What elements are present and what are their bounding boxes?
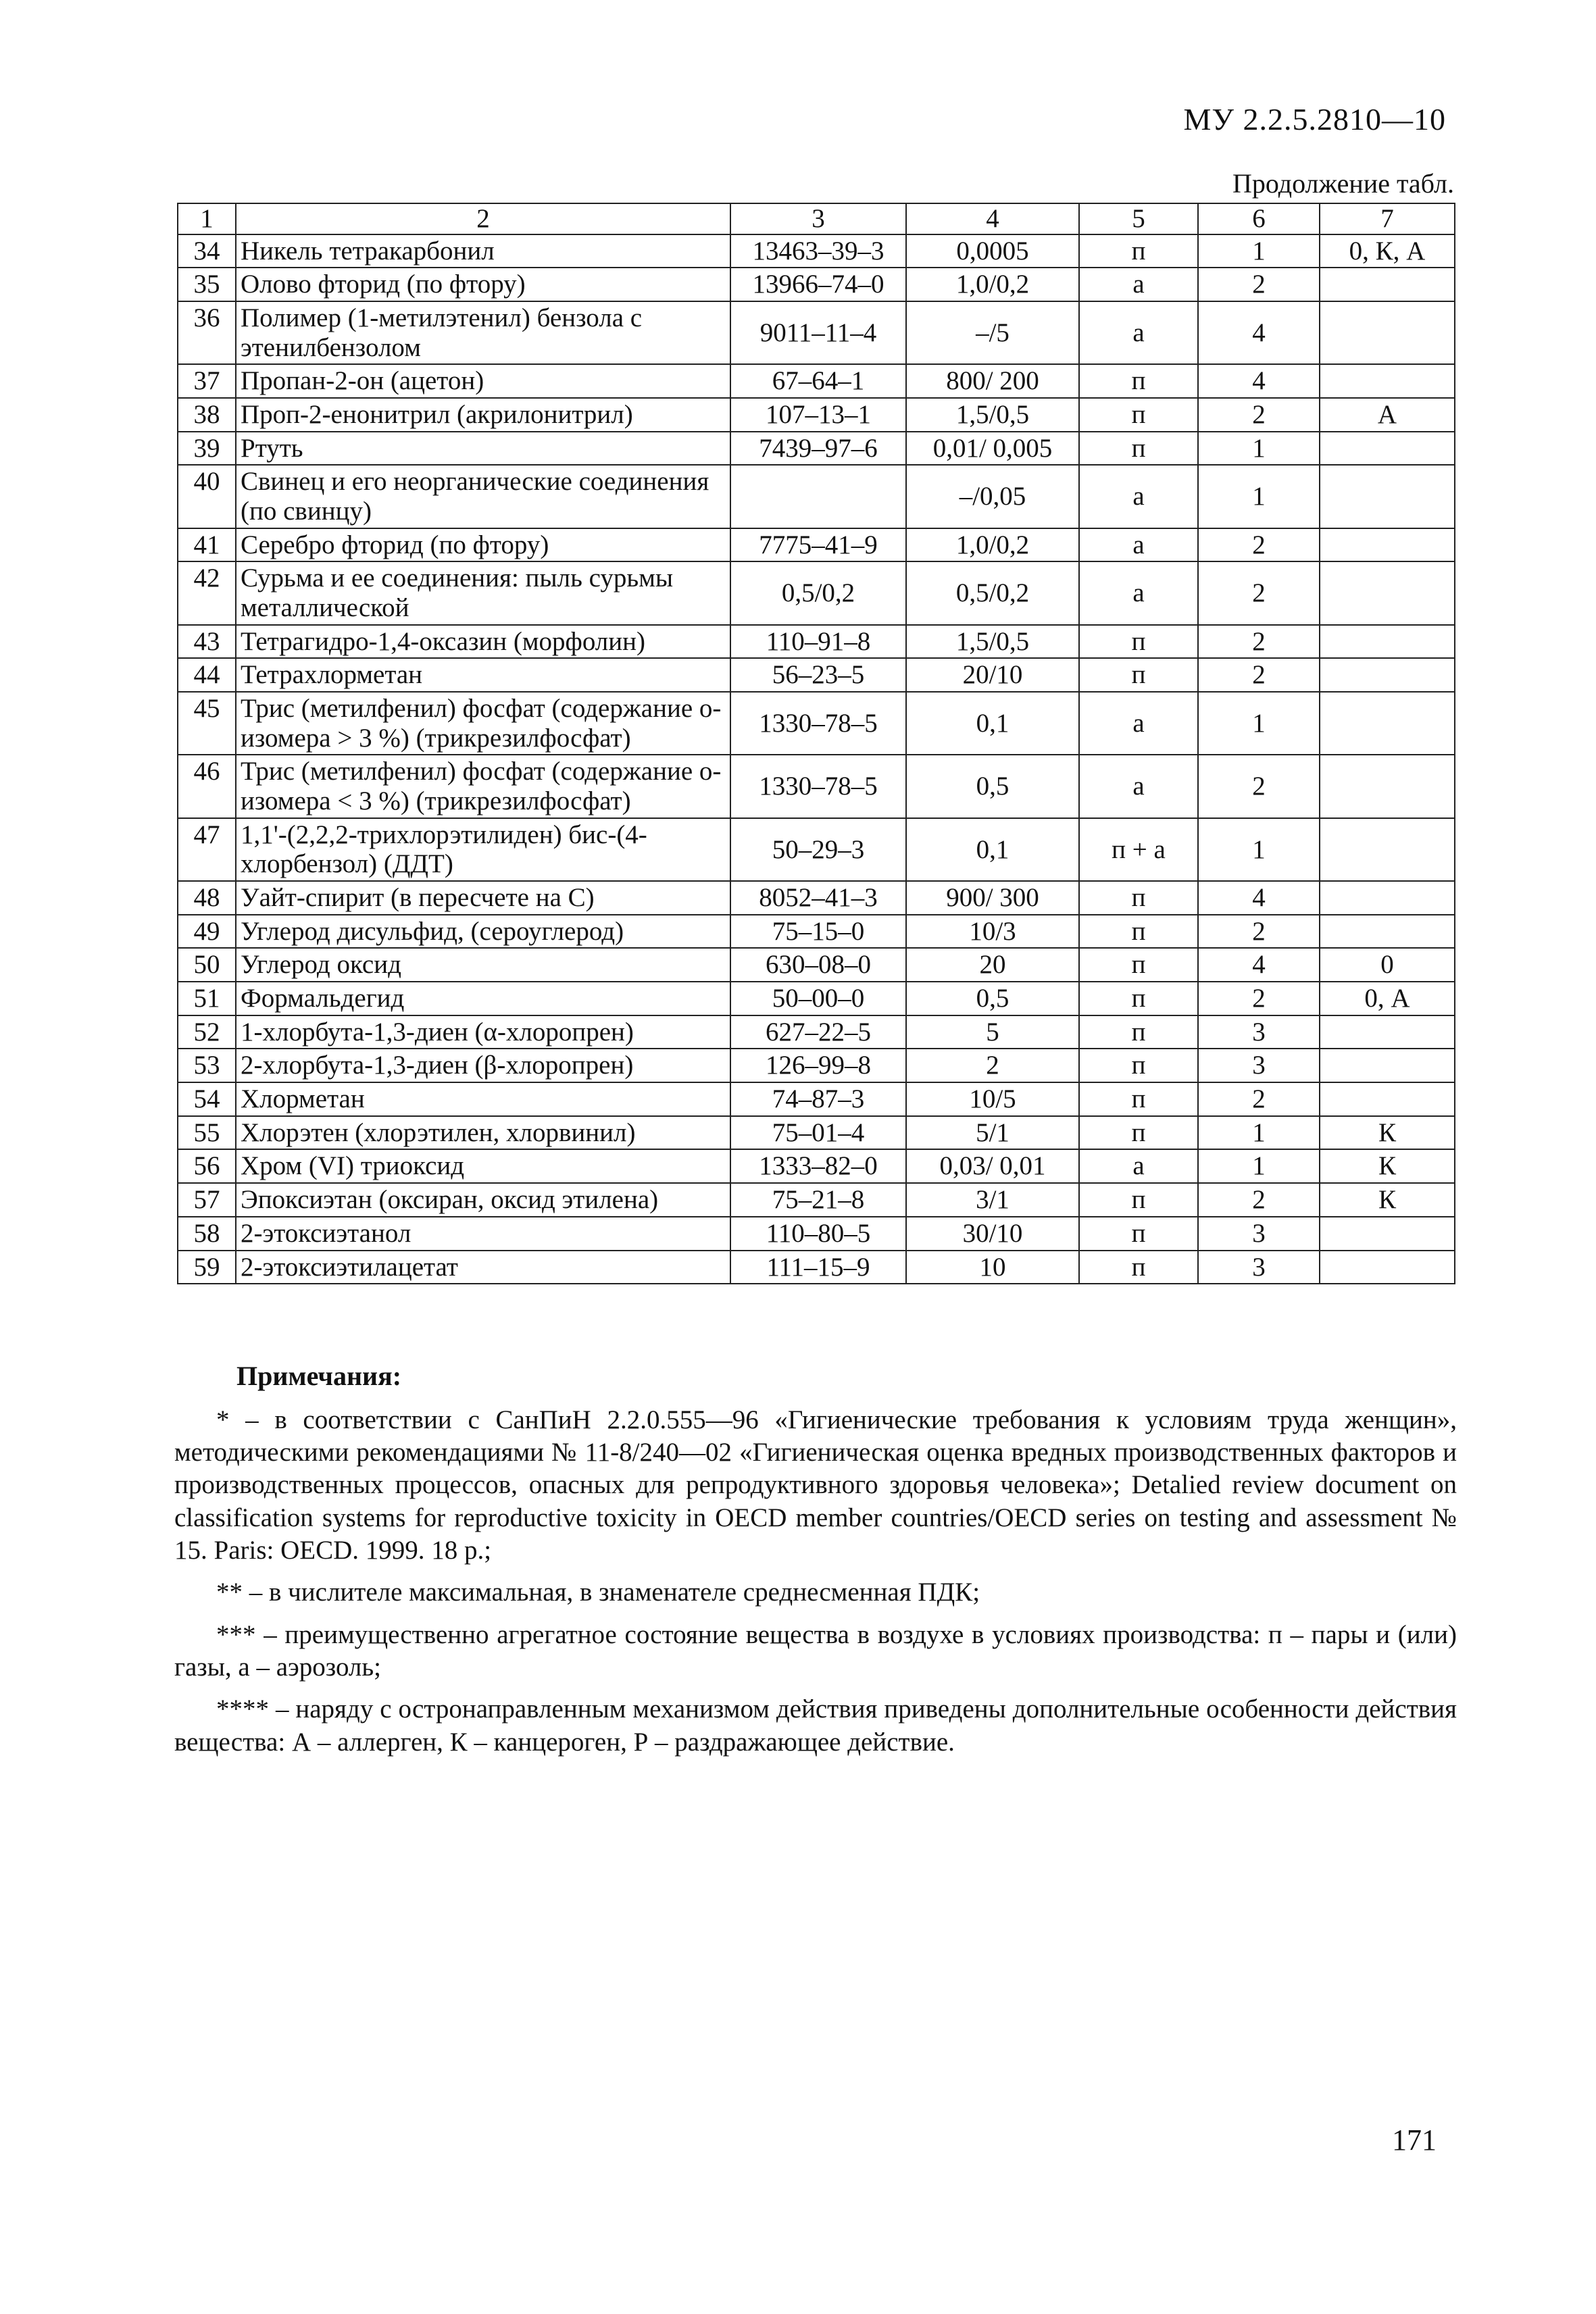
table-row xyxy=(178,818,1455,881)
cas-number-cell: 75–15–0 xyxy=(730,915,906,949)
table-row xyxy=(178,432,1455,466)
cas-number-cell: 630–08–0 xyxy=(730,948,906,982)
mac-value-cell: 20 xyxy=(906,948,1079,982)
action-features-cell xyxy=(1320,1049,1455,1082)
row-number-cell: 53 xyxy=(178,1049,236,1082)
column-header: 2 xyxy=(236,203,730,234)
hazard-class-cell: 2 xyxy=(1198,528,1320,562)
substance-name-cell: 2-этоксиэтанол xyxy=(236,1217,730,1251)
hazard-class-cell: 2 xyxy=(1198,1082,1320,1116)
substance-name-cell: Никель тетракарбонил xyxy=(236,234,730,268)
table-row xyxy=(178,528,1455,562)
substances-table xyxy=(177,203,1455,1284)
cas-number-cell: 75–21–8 xyxy=(730,1183,906,1217)
hazard-class-cell: 2 xyxy=(1198,982,1320,1015)
mac-value-cell: 1,5/0,5 xyxy=(906,625,1079,659)
substance-name-cell: Проп-2-енонитрил (акрилонитрил) xyxy=(236,398,730,432)
action-features-cell xyxy=(1320,432,1455,466)
column-header: 7 xyxy=(1320,203,1455,234)
action-features-cell xyxy=(1320,364,1455,398)
aggregate-state-cell: п xyxy=(1079,1217,1198,1251)
mac-value-cell: 0,5 xyxy=(906,982,1079,1015)
hazard-class-cell: 1 xyxy=(1198,818,1320,881)
table-row xyxy=(178,982,1455,1015)
substance-name-cell: Сурьма и ее соединения: пыль сурьмы металлической xyxy=(236,561,730,624)
substance-name-cell: Полимер (1-метилэтенил) бензола с этенилбензолом xyxy=(236,301,730,364)
row-number-cell: 56 xyxy=(178,1149,236,1183)
row-number-cell: 52 xyxy=(178,1015,236,1049)
substance-name-cell: Олово фторид (по фтору) xyxy=(236,268,730,301)
substance-name-cell: Трис (метилфенил) фосфат (содержание о-изомера > 3 %) (трикрезилфосфат) xyxy=(236,692,730,755)
aggregate-state-cell: а xyxy=(1079,561,1198,624)
mac-value-cell: 1,0/0,2 xyxy=(906,528,1079,562)
column-header: 3 xyxy=(730,203,906,234)
action-features-cell xyxy=(1320,755,1455,818)
action-features-cell xyxy=(1320,301,1455,364)
cas-number-cell: 1333–82–0 xyxy=(730,1149,906,1183)
hazard-class-cell: 3 xyxy=(1198,1251,1320,1284)
row-number-cell: 57 xyxy=(178,1183,236,1217)
substance-name-cell: 1-хлорбута-1,3-диен (α-хлоропрен) xyxy=(236,1015,730,1049)
action-features-cell: А xyxy=(1320,398,1455,432)
aggregate-state-cell: п + а xyxy=(1079,818,1198,881)
row-number-cell: 44 xyxy=(178,658,236,692)
mac-value-cell: –/0,05 xyxy=(906,465,1079,528)
hazard-class-cell: 1 xyxy=(1198,1116,1320,1150)
table-continuation-label: Продолжение табл. xyxy=(1232,168,1454,199)
table-row xyxy=(178,561,1455,624)
hazard-class-cell: 1 xyxy=(1198,1149,1320,1183)
table-row xyxy=(178,1015,1455,1049)
action-features-cell: К xyxy=(1320,1116,1455,1150)
mac-value-cell: 5/1 xyxy=(906,1116,1079,1150)
aggregate-state-cell: а xyxy=(1079,301,1198,364)
aggregate-state-cell: п xyxy=(1079,432,1198,466)
substance-name-cell: Хлорметан xyxy=(236,1082,730,1116)
substance-name-cell: 2-хлорбута-1,3-диен (β-хлоропрен) xyxy=(236,1049,730,1082)
cas-number-cell: 1330–78–5 xyxy=(730,755,906,818)
action-features-cell xyxy=(1320,561,1455,624)
note-item: *** – преимущественно агрегатное состояние вещества в воздухе в условиях производства: п – пары и (или) газы, а – аэрозоль; xyxy=(174,1619,1457,1682)
table-row xyxy=(178,1116,1455,1150)
aggregate-state-cell: п xyxy=(1079,1082,1198,1116)
row-number-cell: 36 xyxy=(178,301,236,364)
aggregate-state-cell: п xyxy=(1079,1251,1198,1284)
hazard-class-cell: 2 xyxy=(1198,755,1320,818)
aggregate-state-cell: а xyxy=(1079,465,1198,528)
mac-value-cell: 900/ 300 xyxy=(906,881,1079,915)
substance-name-cell: Тетрахлорметан xyxy=(236,658,730,692)
cas-number-cell xyxy=(730,465,906,528)
row-number-cell: 55 xyxy=(178,1116,236,1150)
row-number-cell: 51 xyxy=(178,982,236,1015)
mac-value-cell: 800/ 200 xyxy=(906,364,1079,398)
substance-name-cell: Эпоксиэтан (оксиран, оксид этилена) xyxy=(236,1183,730,1217)
cas-number-cell: 67–64–1 xyxy=(730,364,906,398)
mac-value-cell: 0,1 xyxy=(906,818,1079,881)
cas-number-cell: 107–13–1 xyxy=(730,398,906,432)
table-row xyxy=(178,915,1455,949)
action-features-cell xyxy=(1320,1217,1455,1251)
row-number-cell: 38 xyxy=(178,398,236,432)
table-row xyxy=(178,364,1455,398)
table-row xyxy=(178,755,1455,818)
aggregate-state-cell: п xyxy=(1079,948,1198,982)
hazard-class-cell: 4 xyxy=(1198,948,1320,982)
mac-value-cell: 30/10 xyxy=(906,1217,1079,1251)
hazard-class-cell: 1 xyxy=(1198,692,1320,755)
cas-number-cell: 74–87–3 xyxy=(730,1082,906,1116)
row-number-cell: 35 xyxy=(178,268,236,301)
cas-number-cell: 9011–11–4 xyxy=(730,301,906,364)
aggregate-state-cell: п xyxy=(1079,915,1198,949)
mac-value-cell: 20/10 xyxy=(906,658,1079,692)
action-features-cell xyxy=(1320,268,1455,301)
cas-number-cell: 1330–78–5 xyxy=(730,692,906,755)
table-row xyxy=(178,398,1455,432)
column-header: 5 xyxy=(1079,203,1198,234)
mac-value-cell: 10/5 xyxy=(906,1082,1079,1116)
row-number-cell: 46 xyxy=(178,755,236,818)
cas-number-cell: 13463–39–3 xyxy=(730,234,906,268)
mac-value-cell: 0,0005 xyxy=(906,234,1079,268)
cas-number-cell: 13966–74–0 xyxy=(730,268,906,301)
cas-number-cell: 7775–41–9 xyxy=(730,528,906,562)
note-item: **** – наряду с остронаправленным механизмом действия приведены дополнительные особенности действия вещества: А – аллерген, К – канцероген, Р – раздражающее действие. xyxy=(174,1694,1457,1757)
action-features-cell xyxy=(1320,915,1455,949)
hazard-class-cell: 2 xyxy=(1198,915,1320,949)
aggregate-state-cell: п xyxy=(1079,1015,1198,1049)
mac-value-cell: 0,01/ 0,005 xyxy=(906,432,1079,466)
aggregate-state-cell: п xyxy=(1079,364,1198,398)
row-number-cell: 49 xyxy=(178,915,236,949)
hazard-class-cell: 2 xyxy=(1198,1183,1320,1217)
substance-name-cell: Углерод дисульфид, (сероуглерод) xyxy=(236,915,730,949)
aggregate-state-cell: п xyxy=(1079,658,1198,692)
aggregate-state-cell: п xyxy=(1079,1183,1198,1217)
substance-name-cell: 1,1'-(2,2,2-трихлорэтилиден) бис-(4-хлорбензол) (ДДТ) xyxy=(236,818,730,881)
table-row xyxy=(178,1149,1455,1183)
action-features-cell xyxy=(1320,1015,1455,1049)
row-number-cell: 43 xyxy=(178,625,236,659)
table-row xyxy=(178,692,1455,755)
cas-number-cell: 110–91–8 xyxy=(730,625,906,659)
cas-number-cell: 50–00–0 xyxy=(730,982,906,1015)
table-row xyxy=(178,658,1455,692)
row-number-cell: 48 xyxy=(178,881,236,915)
page-number: 171 xyxy=(1392,2123,1437,2157)
row-number-cell: 50 xyxy=(178,948,236,982)
mac-value-cell: –/5 xyxy=(906,301,1079,364)
aggregate-state-cell: а xyxy=(1079,1149,1198,1183)
row-number-cell: 40 xyxy=(178,465,236,528)
action-features-cell xyxy=(1320,818,1455,881)
row-number-cell: 54 xyxy=(178,1082,236,1116)
table-row xyxy=(178,1183,1455,1217)
aggregate-state-cell: п xyxy=(1079,398,1198,432)
substance-name-cell: 2-этоксиэтилацетат xyxy=(236,1251,730,1284)
cas-number-cell: 111–15–9 xyxy=(730,1251,906,1284)
aggregate-state-cell: п xyxy=(1079,234,1198,268)
substance-name-cell: Углерод оксид xyxy=(236,948,730,982)
mac-value-cell: 0,03/ 0,01 xyxy=(906,1149,1079,1183)
action-features-cell: 0 xyxy=(1320,948,1455,982)
aggregate-state-cell: п xyxy=(1079,1049,1198,1082)
note-item: ** – в числителе максимальная, в знаменателе среднесменная ПДК; xyxy=(216,1578,980,1607)
table-row xyxy=(178,948,1455,982)
notes-title: Примечания: xyxy=(236,1361,402,1391)
action-features-cell xyxy=(1320,465,1455,528)
action-features-cell: К xyxy=(1320,1183,1455,1217)
mac-value-cell: 2 xyxy=(906,1049,1079,1082)
column-number-row xyxy=(178,203,1455,234)
substance-name-cell: Свинец и его неорганические соединения (по свинцу) xyxy=(236,465,730,528)
row-number-cell: 41 xyxy=(178,528,236,562)
row-number-cell: 39 xyxy=(178,432,236,466)
table-row xyxy=(178,301,1455,364)
substance-name-cell: Уайт-спирит (в пересчете на С) xyxy=(236,881,730,915)
action-features-cell: 0, А xyxy=(1320,982,1455,1015)
cas-number-cell: 0,5/0,2 xyxy=(730,561,906,624)
table-row xyxy=(178,465,1455,528)
hazard-class-cell: 3 xyxy=(1198,1015,1320,1049)
mac-value-cell: 3/1 xyxy=(906,1183,1079,1217)
table-row xyxy=(178,1082,1455,1116)
hazard-class-cell: 1 xyxy=(1198,432,1320,466)
substance-name-cell: Хлорэтен (хлорэтилен, хлорвинил) xyxy=(236,1116,730,1150)
hazard-class-cell: 2 xyxy=(1198,398,1320,432)
column-header: 4 xyxy=(906,203,1079,234)
table-row xyxy=(178,1049,1455,1082)
hazard-class-cell: 3 xyxy=(1198,1217,1320,1251)
cas-number-cell: 110–80–5 xyxy=(730,1217,906,1251)
action-features-cell: К xyxy=(1320,1149,1455,1183)
mac-value-cell: 1,5/0,5 xyxy=(906,398,1079,432)
hazard-class-cell: 4 xyxy=(1198,364,1320,398)
hazard-class-cell: 2 xyxy=(1198,658,1320,692)
action-features-cell xyxy=(1320,1251,1455,1284)
aggregate-state-cell: а xyxy=(1079,268,1198,301)
document-id: МУ 2.2.5.2810—10 xyxy=(1183,102,1446,136)
mac-value-cell: 5 xyxy=(906,1015,1079,1049)
action-features-cell xyxy=(1320,625,1455,659)
hazard-class-cell: 2 xyxy=(1198,625,1320,659)
cas-number-cell: 50–29–3 xyxy=(730,818,906,881)
row-number-cell: 42 xyxy=(178,561,236,624)
table-row xyxy=(178,1217,1455,1251)
mac-value-cell: 0,5/0,2 xyxy=(906,561,1079,624)
substance-name-cell: Ртуть xyxy=(236,432,730,466)
action-features-cell xyxy=(1320,692,1455,755)
column-header: 6 xyxy=(1198,203,1320,234)
row-number-cell: 59 xyxy=(178,1251,236,1284)
note-item: * – в соответствии с СанПиН 2.2.0.555—96 «Гигиенические требования к условиям труда женщин», методическими рекомендациями № 11-8/240—02 «Гигиеническая оценка вредных производственных факторов и производственных процессов, опасных для репродуктивного здоровья человека»; Detalied review document on classification systems for reproductive toxicity in OECD member countries/OECD series on testing and assessment № 15. Paris: OECD. 1999. 18 p.; xyxy=(174,1405,1457,1565)
cas-number-cell: 56–23–5 xyxy=(730,658,906,692)
row-number-cell: 58 xyxy=(178,1217,236,1251)
cas-number-cell: 8052–41–3 xyxy=(730,881,906,915)
hazard-class-cell: 2 xyxy=(1198,268,1320,301)
aggregate-state-cell: а xyxy=(1079,755,1198,818)
row-number-cell: 37 xyxy=(178,364,236,398)
table-row xyxy=(178,234,1455,268)
substance-name-cell: Хром (VI) триоксид xyxy=(236,1149,730,1183)
aggregate-state-cell: п xyxy=(1079,881,1198,915)
table-row xyxy=(178,625,1455,659)
hazard-class-cell: 1 xyxy=(1198,465,1320,528)
aggregate-state-cell: п xyxy=(1079,982,1198,1015)
cas-number-cell: 75–01–4 xyxy=(730,1116,906,1150)
mac-value-cell: 0,5 xyxy=(906,755,1079,818)
substance-name-cell: Пропан-2-он (ацетон) xyxy=(236,364,730,398)
substance-name-cell: Трис (метилфенил) фосфат (содержание о-изомера < 3 %) (трикрезилфосфат) xyxy=(236,755,730,818)
aggregate-state-cell: п xyxy=(1079,625,1198,659)
hazard-class-cell: 3 xyxy=(1198,1049,1320,1082)
row-number-cell: 34 xyxy=(178,234,236,268)
aggregate-state-cell: п xyxy=(1079,1116,1198,1150)
aggregate-state-cell: а xyxy=(1079,692,1198,755)
mac-value-cell: 0,1 xyxy=(906,692,1079,755)
mac-value-cell: 1,0/0,2 xyxy=(906,268,1079,301)
table-row xyxy=(178,881,1455,915)
action-features-cell xyxy=(1320,658,1455,692)
hazard-class-cell: 4 xyxy=(1198,881,1320,915)
hazard-class-cell: 2 xyxy=(1198,561,1320,624)
row-number-cell: 47 xyxy=(178,818,236,881)
action-features-cell xyxy=(1320,881,1455,915)
table-row xyxy=(178,1251,1455,1284)
hazard-class-cell: 4 xyxy=(1198,301,1320,364)
aggregate-state-cell: а xyxy=(1079,528,1198,562)
substance-name-cell: Тетрагидро-1,4-оксазин (морфолин) xyxy=(236,625,730,659)
cas-number-cell: 627–22–5 xyxy=(730,1015,906,1049)
substance-name-cell: Формальдегид xyxy=(236,982,730,1015)
substance-name-cell: Серебро фторид (по фтору) xyxy=(236,528,730,562)
row-number-cell: 45 xyxy=(178,692,236,755)
mac-value-cell: 10/3 xyxy=(906,915,1079,949)
cas-number-cell: 126–99–8 xyxy=(730,1049,906,1082)
table-row xyxy=(178,268,1455,301)
action-features-cell: 0, К, А xyxy=(1320,234,1455,268)
mac-value-cell: 10 xyxy=(906,1251,1079,1284)
action-features-cell xyxy=(1320,528,1455,562)
action-features-cell xyxy=(1320,1082,1455,1116)
hazard-class-cell: 1 xyxy=(1198,234,1320,268)
notes-section xyxy=(174,1359,1457,1768)
cas-number-cell: 7439–97–6 xyxy=(730,432,906,466)
column-header: 1 xyxy=(178,203,236,234)
